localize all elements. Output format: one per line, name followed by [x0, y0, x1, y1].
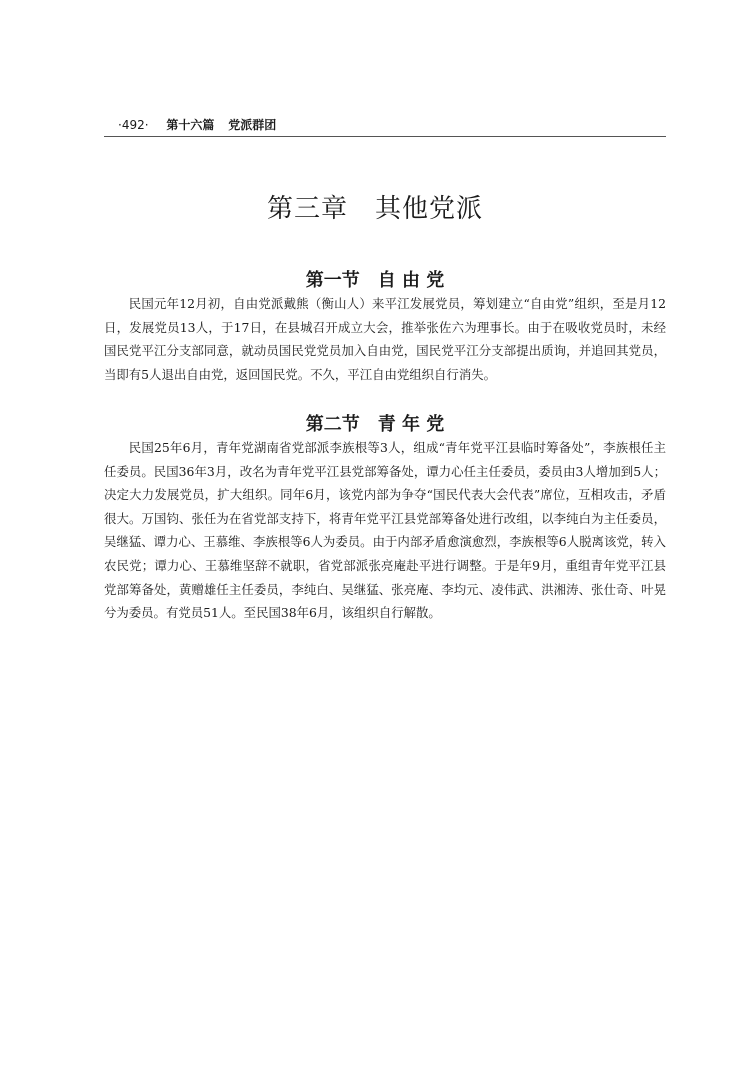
part-name: 党派群团 — [228, 118, 277, 132]
running-header — [118, 114, 668, 136]
header-rule — [104, 136, 666, 137]
section-1-title: 第一节 自 由 党 — [305, 269, 445, 291]
page-number: ·492· — [118, 118, 149, 132]
section-2-paragraph: 民国25年6月，青年党湖南省党部派李族根等3人，组成“青年党平江县临时筹备处”，李族根任主任委员。民国36年3月，改名为青年党平江县党部筹备处，谭力心任主任委员，委员由3人增加到5人；决定大力发展党员，扩大组织。同年6月，该党内部为争夺“国民代表大会代表”席位，互相攻击，矛盾很大。万国钧、张任为在省党部支持下，将青年党平江县党部筹备处进行改组，以李纯白为主任委员，吴继猛、谭力心、王慕维、李族根等6人为委员。由于内部矛盾愈演愈烈，李族根等6人脱离该党，转入农民党；谭力心、王慕维坚辞不就职，省党部派张亮庵赴平进行调整。于是年9月，重组青年党平江县党部筹备处，黄赠雄任主任委员，李纯白、吴继猛、张亮庵、李均元、凌伟武、洪湘涛、张仕奇、叶晃兮为委员。有党员51人。至民国38年6月，该组织自行解散。 — [104, 440, 666, 621]
section-2-title: 第二节 青 年 党 — [305, 413, 445, 435]
section-1-paragraph: 民国元年12月初，自由党派戴熊（衡山人）来平江发展党员，筹划建立“自由党”组织，至是月12日，发展党员13人，于17日，在县城召开成立大会，推举张佐六为理事长。由于在吸收党员时，未经国民党平江分支部同意，就动员国民党党员加入自由党，国民党平江分支部提出质询，并追回其党员，当即有5人退出自由党，返回国民党。不久，平江自由党组织自行消失。 — [104, 296, 666, 382]
part-label: 第十六篇 — [166, 118, 215, 132]
chapter-title: 第三章 其他党派 — [266, 194, 483, 225]
